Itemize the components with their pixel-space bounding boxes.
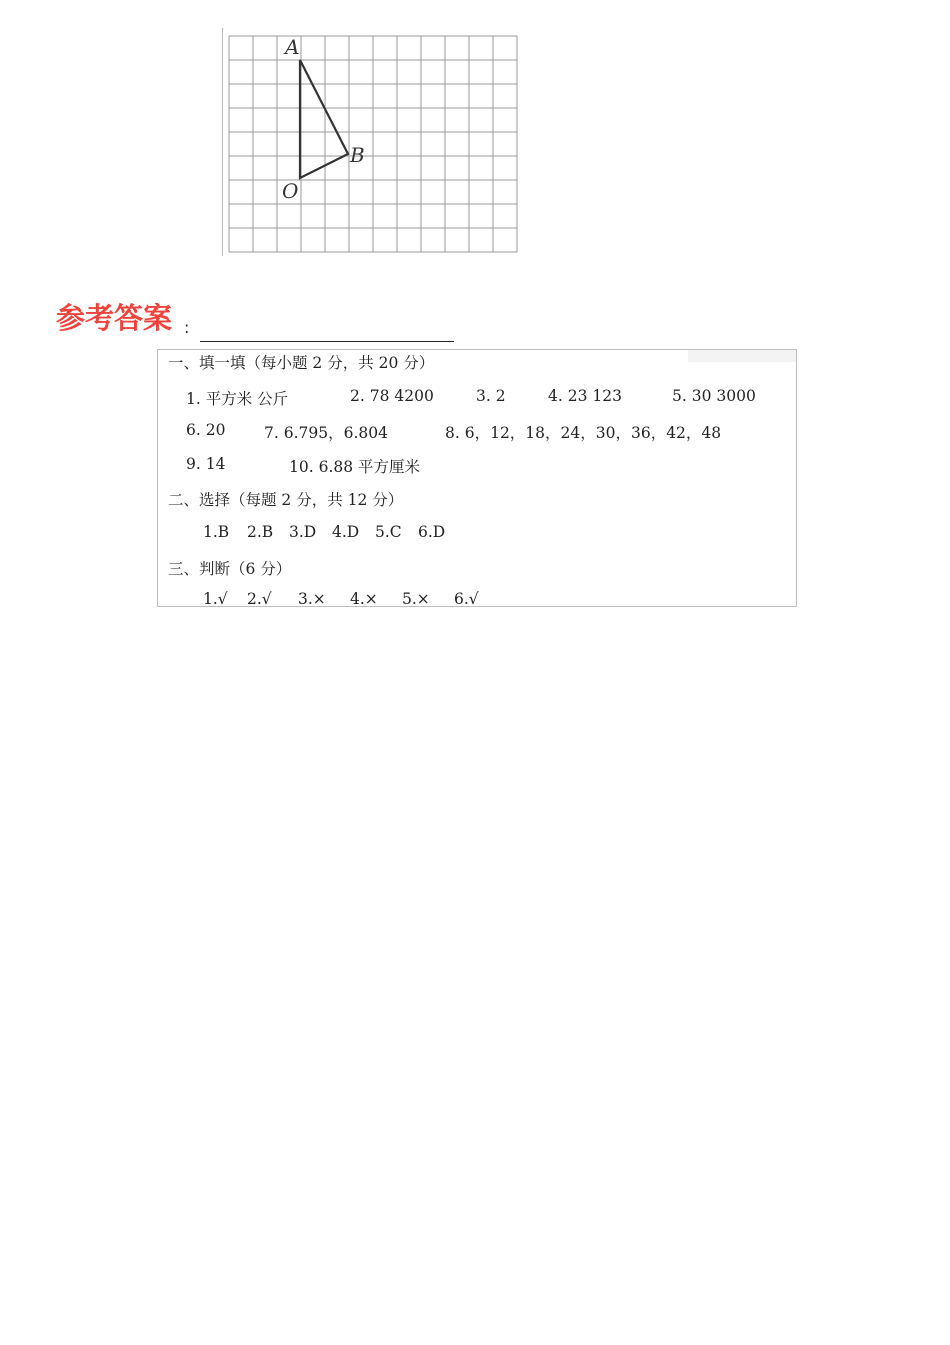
answer-item: 4.×	[350, 590, 378, 607]
section1-title: 一、填一填（每小题 2 分，共 20 分）	[168, 354, 435, 372]
answer-item: 5. 30 3000	[672, 387, 756, 405]
answer-item: 4.D	[332, 523, 360, 541]
answer-item: 6. 20	[186, 421, 226, 439]
answer-item: 2.√	[247, 590, 272, 607]
answer-item: 8. 6，12，18，24，30，36，42，48	[445, 424, 722, 442]
answer-key-box	[157, 349, 797, 607]
section1-row3	[158, 455, 796, 477]
answer-item: 4. 23 123	[548, 387, 622, 405]
answer-item: 6.D	[418, 523, 446, 541]
corner-patch	[688, 350, 796, 362]
answer-item: 3.×	[298, 590, 326, 607]
triangle-grid-diagram	[223, 28, 525, 256]
answer-item: 7. 6.795，6.804	[264, 424, 388, 442]
answer-item: 3.D	[289, 523, 317, 541]
section1-row1	[158, 387, 796, 409]
answer-item: 6.√	[454, 590, 479, 607]
answer-item: 9. 14	[186, 455, 226, 473]
point-label-a: A	[285, 35, 300, 59]
answer-item: 1.√	[203, 590, 228, 607]
answer-item: 2.B	[247, 523, 274, 541]
answer-item: 1. 平方米 公斤	[186, 390, 289, 408]
section2-title: 二、选择（每题 2 分，共 12 分）	[168, 491, 404, 509]
section3-title: 三、判断（6 分）	[168, 560, 292, 578]
answer-item: 5.C	[375, 523, 402, 541]
answer-item: 2. 78 4200	[350, 387, 434, 405]
point-label-o: O	[282, 179, 299, 203]
section3-row	[158, 590, 796, 607]
section2-row	[158, 523, 796, 545]
section1-row2	[158, 421, 796, 443]
answer-heading: 参考答案	[56, 301, 173, 335]
answer-item: 3. 2	[476, 387, 506, 405]
point-label-b: B	[350, 143, 365, 167]
answer-colon: :	[184, 318, 190, 337]
grid-figure	[222, 28, 525, 256]
answer-item: 10. 6.88 平方厘米	[289, 458, 421, 476]
answer-item: 1.B	[203, 523, 230, 541]
triangle-aob	[300, 60, 348, 178]
answer-underline	[200, 341, 454, 342]
answer-item: 5.×	[402, 590, 430, 607]
